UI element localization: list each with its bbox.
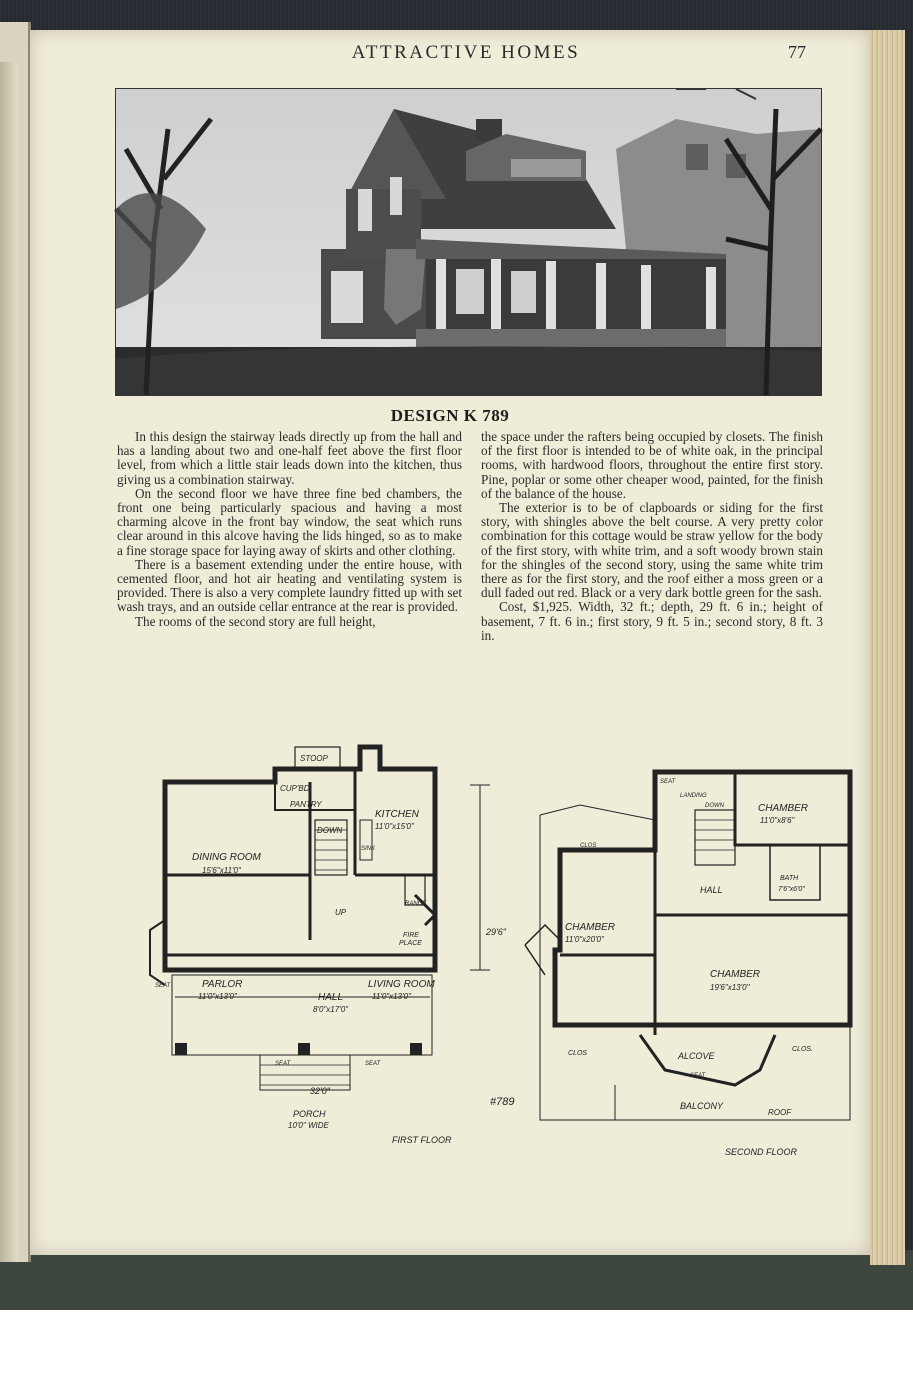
chamber-size: 11'0"x20'0" [565,935,604,944]
living-room-label: LIVING ROOM [368,979,435,990]
balcony-label: BALCONY [680,1101,724,1111]
alcove-label: ALCOVE [678,1051,715,1061]
kitchen-size: 11'0"x15'0" [375,822,414,831]
paragraph: On the second floor we have three fine bed chambers, the front one being particularly spacious and having a most charming alcove in the front bay window, the seat which runs clear around in this alcove having the lids hinged, so as to make a fine storage space for laying away of skirts and other clothing. [117,485,462,558]
roof-label: ROOF [768,1108,792,1117]
chamber-label: CHAMBER [758,803,809,814]
down-label: DOWN [317,826,343,835]
closet-label: CLOS. [792,1046,814,1053]
parlor-size: 11'0"x13'0" [198,992,237,1001]
second-floor-caption: SECOND FLOOR [725,1147,798,1157]
house-photograph [115,88,822,396]
paragraph: The rooms of the second story are full height, [135,613,376,629]
sink-label: SINK [361,846,376,852]
up-label: UP [335,908,347,917]
chamber-size: 11'0"x8'6" [760,816,795,825]
first-floor-caption: FIRST FLOOR [392,1135,452,1145]
chamber-label: CHAMBER [565,922,616,933]
range-label: RANGE [405,901,427,907]
left-text-column [117,430,462,629]
closet-label: CLOS [568,1050,588,1057]
seat-label: SEAT [155,983,171,989]
seat-label: SEAT [275,1061,291,1067]
hall-label: HALL [700,885,723,895]
cupboard-label: CUP'BD [280,784,310,793]
bath-label: BATH [780,875,799,882]
stair-outline [695,810,735,865]
closet-label: CLOS [580,843,597,849]
kitchen-label: KITCHEN [375,809,419,820]
left-page-edge [0,22,31,1262]
bay-window [331,271,363,323]
landing-label: LANDING [680,793,707,799]
down-label: DOWN [705,803,724,809]
left-page-curl [0,62,18,1262]
paragraph: the space under the rafters being occupied by closets. The finish of the first floor is intended to be of white oak, in the principal rooms, with hardwood floors, throughout the entire first story. Pine, poplar or some other cheaper wood, painted, for the finish of the balance of the house. [481,429,823,501]
page-stack-edge [870,30,905,1265]
right-text-column [481,430,823,643]
fireplace-label: PLACE [399,940,422,947]
porch-size: 10'0" WIDE [288,1121,329,1130]
design-mark: #789 [490,1096,515,1108]
book-cover-bottom [0,1250,913,1310]
pantry-label: PANTRY [290,800,322,809]
fireplace-label: FIRE [403,932,419,939]
seat-label: SEAT [365,1061,381,1067]
running-title: ATTRACTIVE HOMES [351,42,581,63]
second-floor-plan [525,772,850,1120]
parlor-label: PARLOR [202,979,243,990]
floor-plans [110,725,840,1157]
paragraph: The exterior is to be of clapboards or siding for the first story, with shingles above the belt course. A very pretty color combination for this cottage would be straw yellow for the body of the first story, with white trim, and a soft woody brown stain for the shingles of the second story, using the same white trim there as for the first story, and the roof either a moss green or a dull faded out red. Black or a very dark bottle green for the sash. [481,500,823,601]
dining-size: 15'6"x11'0" [202,866,241,875]
page-number: 77 [788,42,806,62]
seat-label: SEAT [690,1073,706,1079]
design-title: DESIGN K 789 [390,406,510,425]
depth-dimension: 29'6" [486,927,506,937]
book-page [30,30,870,1255]
chamber-size: 19'6"x13'0" [710,983,750,992]
porch-label: PORCH [293,1109,326,1119]
paragraph: Cost, $1,925. Width, 32 ft.; depth, 29 ft. 6 in.; height of basement, 7 ft. 6 in.; first story, 9 ft. 5 in.; second story, 8 ft. 3 in. [481,599,823,643]
living-room-size: 11'0"x13'0" [372,992,411,1001]
seat-label: SEAT [660,779,676,785]
paragraph: There is a basement extending under the entire house, with cemented floor, and hot air heating and ventilating system is provided. There is also a very complete laundry fitted up with set wash trays, and an outside cellar entrance at the rear is provided. [117,556,462,615]
bath-size: 7'6"x6'0" [778,886,805,893]
hall-size: 8'0"x17'0" [313,1005,348,1014]
stoop-label: STOOP [300,754,328,763]
chamber-label: CHAMBER [710,969,761,980]
hall-label: HALL [318,992,344,1003]
paragraph: In this design the stairway leads directly up from the hall and has a landing about two and one-half feet above the first floor level, from which a little stair leads down into the kitchen, thus giving us a combination stairway. [117,429,462,487]
house-photo-illustration [116,89,821,395]
width-dimension: 32'0" [310,1086,330,1096]
dining-label: DINING ROOM [192,852,261,863]
floor-plan-drawings [110,725,840,1157]
first-floor-plan [150,747,490,1090]
page-header [30,42,870,68]
